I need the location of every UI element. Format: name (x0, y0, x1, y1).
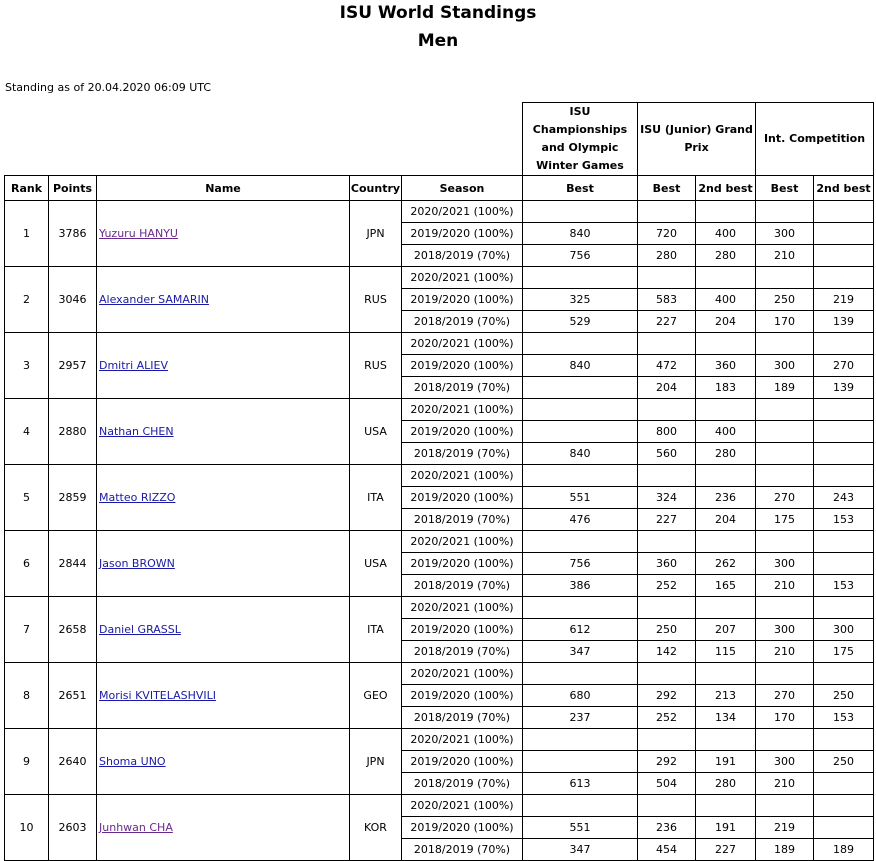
rank-cell: 4 (5, 399, 49, 465)
season-cell: 2019/2020 (100%) (402, 289, 523, 311)
season-cell: 2019/2020 (100%) (402, 553, 523, 575)
ic-2nd-cell (814, 465, 874, 487)
gp-2nd-cell (696, 267, 756, 289)
ic-2nd-cell (814, 223, 874, 245)
ic-2nd-cell (814, 267, 874, 289)
gp-2nd-cell: 183 (696, 377, 756, 399)
skater-name-link[interactable]: Matteo RIZZO (99, 491, 176, 504)
ic-2nd-cell: 175 (814, 641, 874, 663)
ic-best-cell (756, 465, 814, 487)
group-championships: ISU Championships and Olympic Winter Games (523, 103, 638, 176)
champ-best-cell (523, 531, 638, 553)
ic-2nd-cell (814, 817, 874, 839)
name-cell (97, 729, 350, 795)
table-row (5, 531, 874, 553)
rank-cell: 1 (5, 201, 49, 267)
skater-name-link[interactable]: Alexander SAMARIN (99, 293, 209, 306)
ic-2nd-cell: 250 (814, 685, 874, 707)
ic-best-cell (756, 443, 814, 465)
gp-best-cell: 472 (638, 355, 696, 377)
country-cell: KOR (350, 795, 402, 861)
col-champ-best: Best (523, 176, 638, 201)
gp-2nd-cell: 204 (696, 311, 756, 333)
ic-best-cell (756, 663, 814, 685)
ic-2nd-cell (814, 663, 874, 685)
name-cell (97, 399, 350, 465)
gp-best-cell (638, 795, 696, 817)
ic-best-cell: 210 (756, 641, 814, 663)
season-cell: 2019/2020 (100%) (402, 355, 523, 377)
season-cell: 2019/2020 (100%) (402, 619, 523, 641)
name-cell (97, 795, 350, 861)
ic-2nd-cell (814, 597, 874, 619)
ic-best-cell: 210 (756, 245, 814, 267)
gp-best-cell: 142 (638, 641, 696, 663)
ic-2nd-cell: 153 (814, 707, 874, 729)
ic-best-cell: 300 (756, 751, 814, 773)
season-cell: 2020/2021 (100%) (402, 663, 523, 685)
ic-best-cell: 210 (756, 773, 814, 795)
col-country: Country (350, 176, 402, 201)
champ-best-cell (523, 465, 638, 487)
season-cell: 2019/2020 (100%) (402, 751, 523, 773)
country-cell: USA (350, 531, 402, 597)
ic-2nd-cell: 153 (814, 509, 874, 531)
ic-best-cell: 219 (756, 817, 814, 839)
name-cell (97, 531, 350, 597)
points-cell: 2957 (49, 333, 97, 399)
season-cell: 2019/2020 (100%) (402, 685, 523, 707)
rank-cell: 6 (5, 531, 49, 597)
gp-2nd-cell (696, 729, 756, 751)
ic-2nd-cell: 270 (814, 355, 874, 377)
gp-best-cell: 227 (638, 509, 696, 531)
gp-2nd-cell (696, 399, 756, 421)
season-cell: 2020/2021 (100%) (402, 795, 523, 817)
ic-best-cell (756, 201, 814, 223)
country-cell: RUS (350, 267, 402, 333)
champ-best-cell (523, 333, 638, 355)
champ-best-cell: 613 (523, 773, 638, 795)
points-cell: 3046 (49, 267, 97, 333)
gp-2nd-cell: 400 (696, 421, 756, 443)
ic-best-cell: 270 (756, 685, 814, 707)
name-cell (97, 333, 350, 399)
gp-2nd-cell: 134 (696, 707, 756, 729)
ic-2nd-cell: 139 (814, 377, 874, 399)
ic-best-cell (756, 399, 814, 421)
gp-2nd-cell: 204 (696, 509, 756, 531)
ic-best-cell (756, 421, 814, 443)
champ-best-cell (523, 751, 638, 773)
champ-best-cell (523, 377, 638, 399)
gp-best-cell (638, 597, 696, 619)
ic-best-cell (756, 597, 814, 619)
ic-2nd-cell: 300 (814, 619, 874, 641)
champ-best-cell: 347 (523, 839, 638, 861)
champ-best-cell (523, 795, 638, 817)
champ-best-cell: 325 (523, 289, 638, 311)
points-cell: 2640 (49, 729, 97, 795)
ic-best-cell: 270 (756, 487, 814, 509)
rank-cell: 10 (5, 795, 49, 861)
champ-best-cell: 756 (523, 245, 638, 267)
points-cell: 2603 (49, 795, 97, 861)
gp-2nd-cell (696, 531, 756, 553)
table-row (5, 333, 874, 355)
ic-2nd-cell (814, 531, 874, 553)
season-cell: 2019/2020 (100%) (402, 487, 523, 509)
ic-best-cell: 250 (756, 289, 814, 311)
gp-2nd-cell: 400 (696, 289, 756, 311)
champ-best-cell: 680 (523, 685, 638, 707)
gp-2nd-cell (696, 201, 756, 223)
gp-2nd-cell: 280 (696, 773, 756, 795)
gp-best-cell (638, 465, 696, 487)
table-row (5, 465, 874, 487)
gp-best-cell: 250 (638, 619, 696, 641)
rank-cell: 3 (5, 333, 49, 399)
ic-2nd-cell: 250 (814, 751, 874, 773)
col-gp-best: Best (638, 176, 696, 201)
country-cell: ITA (350, 597, 402, 663)
gp-2nd-cell (696, 465, 756, 487)
ic-2nd-cell (814, 421, 874, 443)
rank-cell: 5 (5, 465, 49, 531)
gp-2nd-cell: 191 (696, 817, 756, 839)
season-cell: 2019/2020 (100%) (402, 223, 523, 245)
gp-2nd-cell: 227 (696, 839, 756, 861)
ic-2nd-cell (814, 795, 874, 817)
ic-best-cell (756, 795, 814, 817)
gp-2nd-cell: 360 (696, 355, 756, 377)
champ-best-cell: 756 (523, 553, 638, 575)
ic-2nd-cell (814, 443, 874, 465)
season-cell: 2020/2021 (100%) (402, 201, 523, 223)
season-cell: 2020/2021 (100%) (402, 597, 523, 619)
table-row (5, 729, 874, 751)
champ-best-cell (523, 729, 638, 751)
season-cell: 2018/2019 (70%) (402, 245, 523, 267)
ic-2nd-cell (814, 773, 874, 795)
champ-best-cell (523, 663, 638, 685)
ic-2nd-cell: 153 (814, 575, 874, 597)
gp-best-cell: 560 (638, 443, 696, 465)
rank-cell: 7 (5, 597, 49, 663)
gp-2nd-cell: 191 (696, 751, 756, 773)
group-int-competition: Int. Competition (756, 103, 874, 176)
ic-2nd-cell (814, 201, 874, 223)
gp-best-cell: 360 (638, 553, 696, 575)
gp-best-cell (638, 333, 696, 355)
points-cell: 3786 (49, 201, 97, 267)
season-cell: 2019/2020 (100%) (402, 421, 523, 443)
ic-best-cell: 210 (756, 575, 814, 597)
name-cell (97, 267, 350, 333)
ic-2nd-cell (814, 245, 874, 267)
gp-2nd-cell (696, 597, 756, 619)
ic-2nd-cell (814, 333, 874, 355)
ic-2nd-cell: 243 (814, 487, 874, 509)
rank-cell: 2 (5, 267, 49, 333)
ic-best-cell (756, 333, 814, 355)
gp-2nd-cell: 207 (696, 619, 756, 641)
country-cell: USA (350, 399, 402, 465)
ic-best-cell: 300 (756, 355, 814, 377)
points-cell: 2859 (49, 465, 97, 531)
season-cell: 2018/2019 (70%) (402, 509, 523, 531)
gp-best-cell (638, 531, 696, 553)
ic-best-cell (756, 729, 814, 751)
table-row (5, 597, 874, 619)
season-cell: 2018/2019 (70%) (402, 773, 523, 795)
season-cell: 2020/2021 (100%) (402, 531, 523, 553)
col-name: Name (97, 176, 350, 201)
gp-2nd-cell: 165 (696, 575, 756, 597)
skater-name-link[interactable]: Dmitri ALIEV (99, 359, 169, 372)
ic-best-cell: 300 (756, 223, 814, 245)
group-grand-prix: ISU (Junior) Grand Prix (638, 103, 756, 176)
champ-best-cell: 529 (523, 311, 638, 333)
gp-best-cell (638, 201, 696, 223)
gp-2nd-cell (696, 663, 756, 685)
table-row (5, 399, 874, 421)
ic-2nd-cell: 189 (814, 839, 874, 861)
gp-best-cell: 252 (638, 575, 696, 597)
gp-best-cell: 280 (638, 245, 696, 267)
ic-best-cell: 300 (756, 553, 814, 575)
champ-best-cell (523, 201, 638, 223)
header-blank (5, 103, 523, 176)
season-cell: 2018/2019 (70%) (402, 707, 523, 729)
season-cell: 2018/2019 (70%) (402, 377, 523, 399)
gp-best-cell (638, 399, 696, 421)
table-row (5, 201, 874, 223)
points-cell: 2844 (49, 531, 97, 597)
country-cell: JPN (350, 201, 402, 267)
skater-name-link[interactable]: Jason BROWN (99, 557, 175, 570)
skater-name-link[interactable]: Morisi KVITELASHVILI (99, 689, 217, 702)
col-rank: Rank (5, 176, 49, 201)
rank-cell: 9 (5, 729, 49, 795)
gp-2nd-cell: 213 (696, 685, 756, 707)
ic-2nd-cell: 139 (814, 311, 874, 333)
gp-best-cell: 720 (638, 223, 696, 245)
standing-timestamp: Standing as of 20.04.2020 06:09 UTC (5, 81, 212, 94)
gp-best-cell: 504 (638, 773, 696, 795)
gp-best-cell: 292 (638, 751, 696, 773)
season-cell: 2018/2019 (70%) (402, 443, 523, 465)
gp-best-cell: 252 (638, 707, 696, 729)
gp-best-cell: 236 (638, 817, 696, 839)
gp-2nd-cell (696, 795, 756, 817)
gp-2nd-cell: 262 (696, 553, 756, 575)
champ-best-cell: 840 (523, 223, 638, 245)
gp-2nd-cell: 115 (696, 641, 756, 663)
gp-2nd-cell: 280 (696, 245, 756, 267)
champ-best-cell: 237 (523, 707, 638, 729)
gp-best-cell: 292 (638, 685, 696, 707)
champ-best-cell: 386 (523, 575, 638, 597)
season-cell: 2018/2019 (70%) (402, 575, 523, 597)
season-cell: 2020/2021 (100%) (402, 333, 523, 355)
season-cell: 2018/2019 (70%) (402, 839, 523, 861)
champ-best-cell (523, 421, 638, 443)
col-ic-2nd: 2nd best (814, 176, 874, 201)
skater-name-link[interactable]: Daniel GRASSL (99, 623, 181, 636)
skater-name-link[interactable]: Junhwan CHA (99, 821, 173, 834)
rank-cell: 8 (5, 663, 49, 729)
col-season: Season (402, 176, 523, 201)
season-cell: 2019/2020 (100%) (402, 817, 523, 839)
champ-best-cell: 551 (523, 487, 638, 509)
champ-best-cell: 347 (523, 641, 638, 663)
ic-best-cell: 189 (756, 377, 814, 399)
skater-name-link[interactable]: Nathan CHEN (99, 425, 174, 438)
ic-2nd-cell (814, 399, 874, 421)
gp-2nd-cell: 236 (696, 487, 756, 509)
champ-best-cell: 840 (523, 355, 638, 377)
champ-best-cell: 612 (523, 619, 638, 641)
col-ic-best: Best (756, 176, 814, 201)
champ-best-cell: 840 (523, 443, 638, 465)
ic-best-cell: 189 (756, 839, 814, 861)
ic-best-cell (756, 531, 814, 553)
country-cell: RUS (350, 333, 402, 399)
gp-best-cell: 454 (638, 839, 696, 861)
table-row (5, 663, 874, 685)
champ-best-cell (523, 597, 638, 619)
skater-name-link[interactable]: Shoma UNO (99, 755, 166, 768)
champ-best-cell (523, 399, 638, 421)
col-gp-2nd: 2nd best (696, 176, 756, 201)
ic-best-cell (756, 267, 814, 289)
ic-2nd-cell: 219 (814, 289, 874, 311)
country-cell: JPN (350, 729, 402, 795)
champ-best-cell: 551 (523, 817, 638, 839)
country-cell: GEO (350, 663, 402, 729)
gp-best-cell: 227 (638, 311, 696, 333)
ic-2nd-cell (814, 553, 874, 575)
ic-best-cell: 170 (756, 311, 814, 333)
season-cell: 2020/2021 (100%) (402, 399, 523, 421)
ic-best-cell: 170 (756, 707, 814, 729)
gp-2nd-cell (696, 333, 756, 355)
season-cell: 2018/2019 (70%) (402, 641, 523, 663)
skater-name-link[interactable]: Yuzuru HANYU (99, 227, 178, 240)
country-cell: ITA (350, 465, 402, 531)
season-cell: 2020/2021 (100%) (402, 729, 523, 751)
page-title: ISU World Standings (339, 3, 537, 23)
points-cell: 2658 (49, 597, 97, 663)
table-row (5, 267, 874, 289)
points-cell: 2651 (49, 663, 97, 729)
col-points: Points (49, 176, 97, 201)
ic-best-cell: 300 (756, 619, 814, 641)
season-cell: 2020/2021 (100%) (402, 465, 523, 487)
champ-best-cell (523, 267, 638, 289)
gp-best-cell (638, 729, 696, 751)
gp-best-cell: 204 (638, 377, 696, 399)
points-cell: 2880 (49, 399, 97, 465)
season-cell: 2020/2021 (100%) (402, 267, 523, 289)
name-cell (97, 465, 350, 531)
name-cell (97, 201, 350, 267)
name-cell (97, 663, 350, 729)
gp-2nd-cell: 280 (696, 443, 756, 465)
ic-best-cell: 175 (756, 509, 814, 531)
page-subtitle: Men (417, 31, 459, 51)
champ-best-cell: 476 (523, 509, 638, 531)
gp-2nd-cell: 400 (696, 223, 756, 245)
gp-best-cell: 800 (638, 421, 696, 443)
standings-table (4, 102, 874, 861)
gp-best-cell: 583 (638, 289, 696, 311)
gp-best-cell: 324 (638, 487, 696, 509)
gp-best-cell (638, 267, 696, 289)
table-row (5, 795, 874, 817)
season-cell: 2018/2019 (70%) (402, 311, 523, 333)
ic-2nd-cell (814, 729, 874, 751)
name-cell (97, 597, 350, 663)
gp-best-cell (638, 663, 696, 685)
